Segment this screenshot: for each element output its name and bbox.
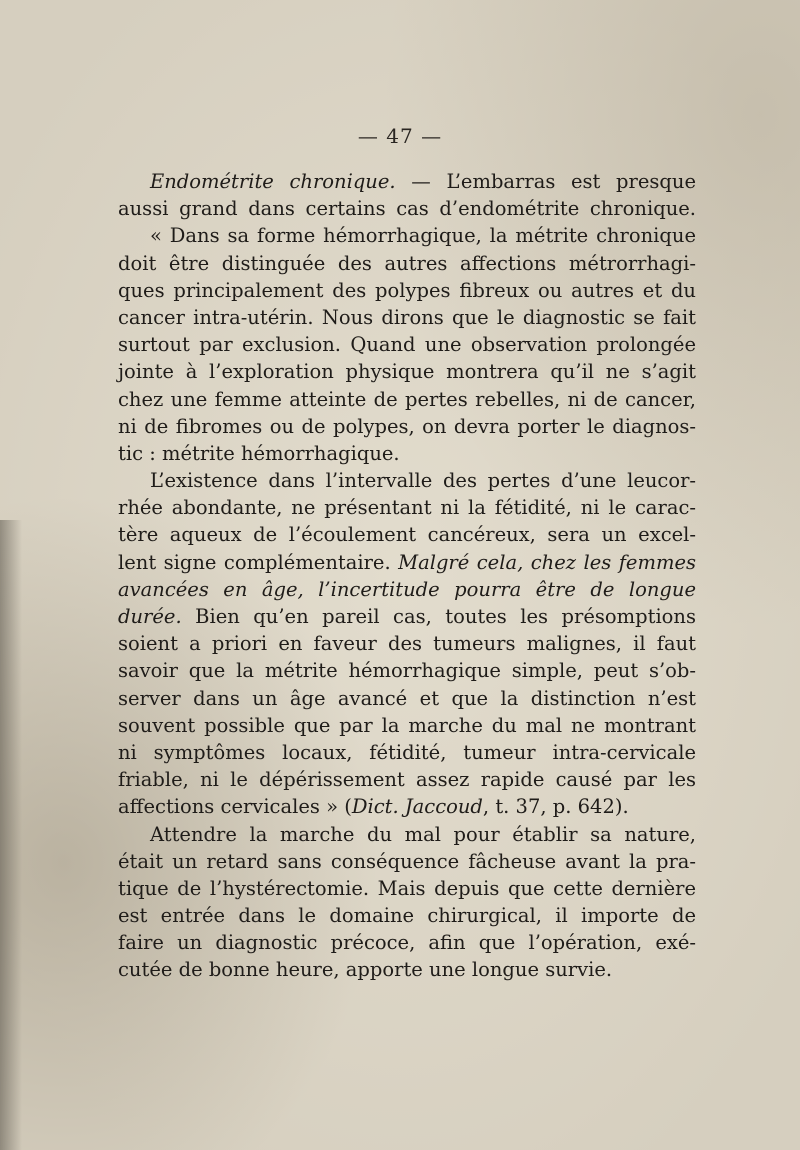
text-segment: cutée de bonne heure, apporte une longue survie. bbox=[118, 958, 613, 982]
text-line bbox=[118, 440, 696, 467]
text-segment: jointe à l’exploration physique montrera qu’il ne s’agit bbox=[118, 360, 696, 384]
text-line bbox=[118, 413, 696, 440]
italic-text: Endométrite chronique. bbox=[150, 170, 396, 193]
text-line bbox=[118, 875, 696, 902]
text-line bbox=[118, 386, 696, 413]
text-segment: affections cervicales » ( bbox=[118, 795, 352, 819]
text-segment: surtout par exclusion. Quand une observation prolongée bbox=[118, 333, 696, 357]
text-segment: — L’embarras est presque bbox=[395, 170, 696, 193]
text-segment: rhée abondante, ne présentant ni la fétidité, ni le carac- bbox=[118, 496, 696, 520]
text-segment: ques principalement des polypes fibreux ou autres et du bbox=[118, 278, 696, 302]
text-line bbox=[118, 657, 696, 684]
text-segment: souvent possible que par la marche du mal ne montrant bbox=[118, 713, 696, 737]
text-line bbox=[118, 956, 696, 983]
text-segment: Attendre la marche du mal pour établir sa nature, bbox=[150, 822, 696, 846]
text-segment: friable, ni le dépérissement assez rapide causé par les bbox=[118, 768, 696, 792]
text-segment: tic : métrite hémorrhagique. bbox=[118, 441, 400, 465]
text-line bbox=[118, 821, 696, 848]
text-line bbox=[118, 277, 696, 304]
page-number: — 47 — bbox=[357, 124, 443, 148]
text-segment: cancer intra-utérin. Nous dirons que le diagnostic se fait bbox=[118, 305, 696, 329]
text-segment: L’existence dans l’intervalle des pertes d’une leucor- bbox=[150, 469, 696, 493]
text-segment: Bien qu’en pareil cas, toutes les présomptions bbox=[181, 605, 696, 628]
text-line bbox=[118, 902, 696, 929]
text-line bbox=[118, 168, 696, 195]
text-line bbox=[118, 222, 696, 249]
text-segment: « Dans sa forme hémorrhagique, la métrite chronique bbox=[150, 224, 696, 248]
text-segment: tique de l’hystérectomie. Mais depuis que cette dernière bbox=[118, 876, 696, 900]
text-line bbox=[118, 766, 696, 793]
text-segment: soient a priori en faveur des tumeurs malignes, il faut bbox=[118, 632, 696, 656]
text-line bbox=[118, 848, 696, 875]
text-segment: tère aqueux de l’écoulement cancéreux, sera un excel- bbox=[118, 523, 696, 547]
text-line bbox=[118, 304, 696, 331]
text-segment: doit être distinguée des autres affections métrorrhagi- bbox=[118, 251, 696, 275]
text-segment: server dans un âge avancé et que la distinction n’est bbox=[118, 686, 696, 710]
text-line bbox=[118, 358, 696, 385]
text-line bbox=[118, 712, 696, 739]
text-segment: faire un diagnostic précoce, afin que l’opération, exé- bbox=[118, 931, 696, 955]
text-line bbox=[118, 521, 696, 548]
body-text bbox=[118, 168, 696, 984]
text-segment: ni symptômes locaux, fétidité, tumeur intra-cervicale bbox=[118, 740, 696, 764]
italic-text: avancées en âge, l’incertitude pourra être de longue bbox=[118, 577, 696, 601]
italic-text: Dict. Jaccoud bbox=[351, 795, 483, 819]
italic-text: durée. bbox=[118, 605, 182, 628]
text-line bbox=[118, 929, 696, 956]
text-line bbox=[118, 494, 696, 521]
text-line bbox=[118, 576, 696, 603]
text-segment: aussi grand dans certains cas d’endométrite chronique. bbox=[118, 197, 696, 221]
text-line bbox=[118, 685, 696, 712]
text-line bbox=[118, 331, 696, 358]
text-line bbox=[118, 630, 696, 657]
text-line bbox=[118, 793, 696, 820]
italic-text: Malgré cela, chez les femmes bbox=[398, 550, 696, 574]
binding-shadow bbox=[0, 520, 22, 1150]
text-line bbox=[118, 250, 696, 277]
text-segment: chez une femme atteinte de pertes rebelles, ni de cancer, bbox=[118, 387, 696, 411]
text-segment: lent signe complémentaire. bbox=[118, 550, 399, 574]
text-line bbox=[118, 603, 696, 630]
text-segment: était un retard sans conséquence fâcheuse avant la pra- bbox=[118, 849, 696, 873]
text-line bbox=[118, 467, 696, 494]
text-segment: savoir que la métrite hémorrhagique simple, peut s’ob- bbox=[118, 659, 696, 683]
text-segment: , t. 37, p. 642). bbox=[482, 795, 629, 819]
text-line bbox=[118, 739, 696, 766]
text-segment: est entrée dans le domaine chirurgical, il importe de bbox=[118, 904, 696, 928]
text-line bbox=[118, 549, 696, 576]
text-segment: ni de fibromes ou de polypes, on devra porter le diagnos- bbox=[118, 414, 696, 438]
text-line bbox=[118, 195, 696, 222]
